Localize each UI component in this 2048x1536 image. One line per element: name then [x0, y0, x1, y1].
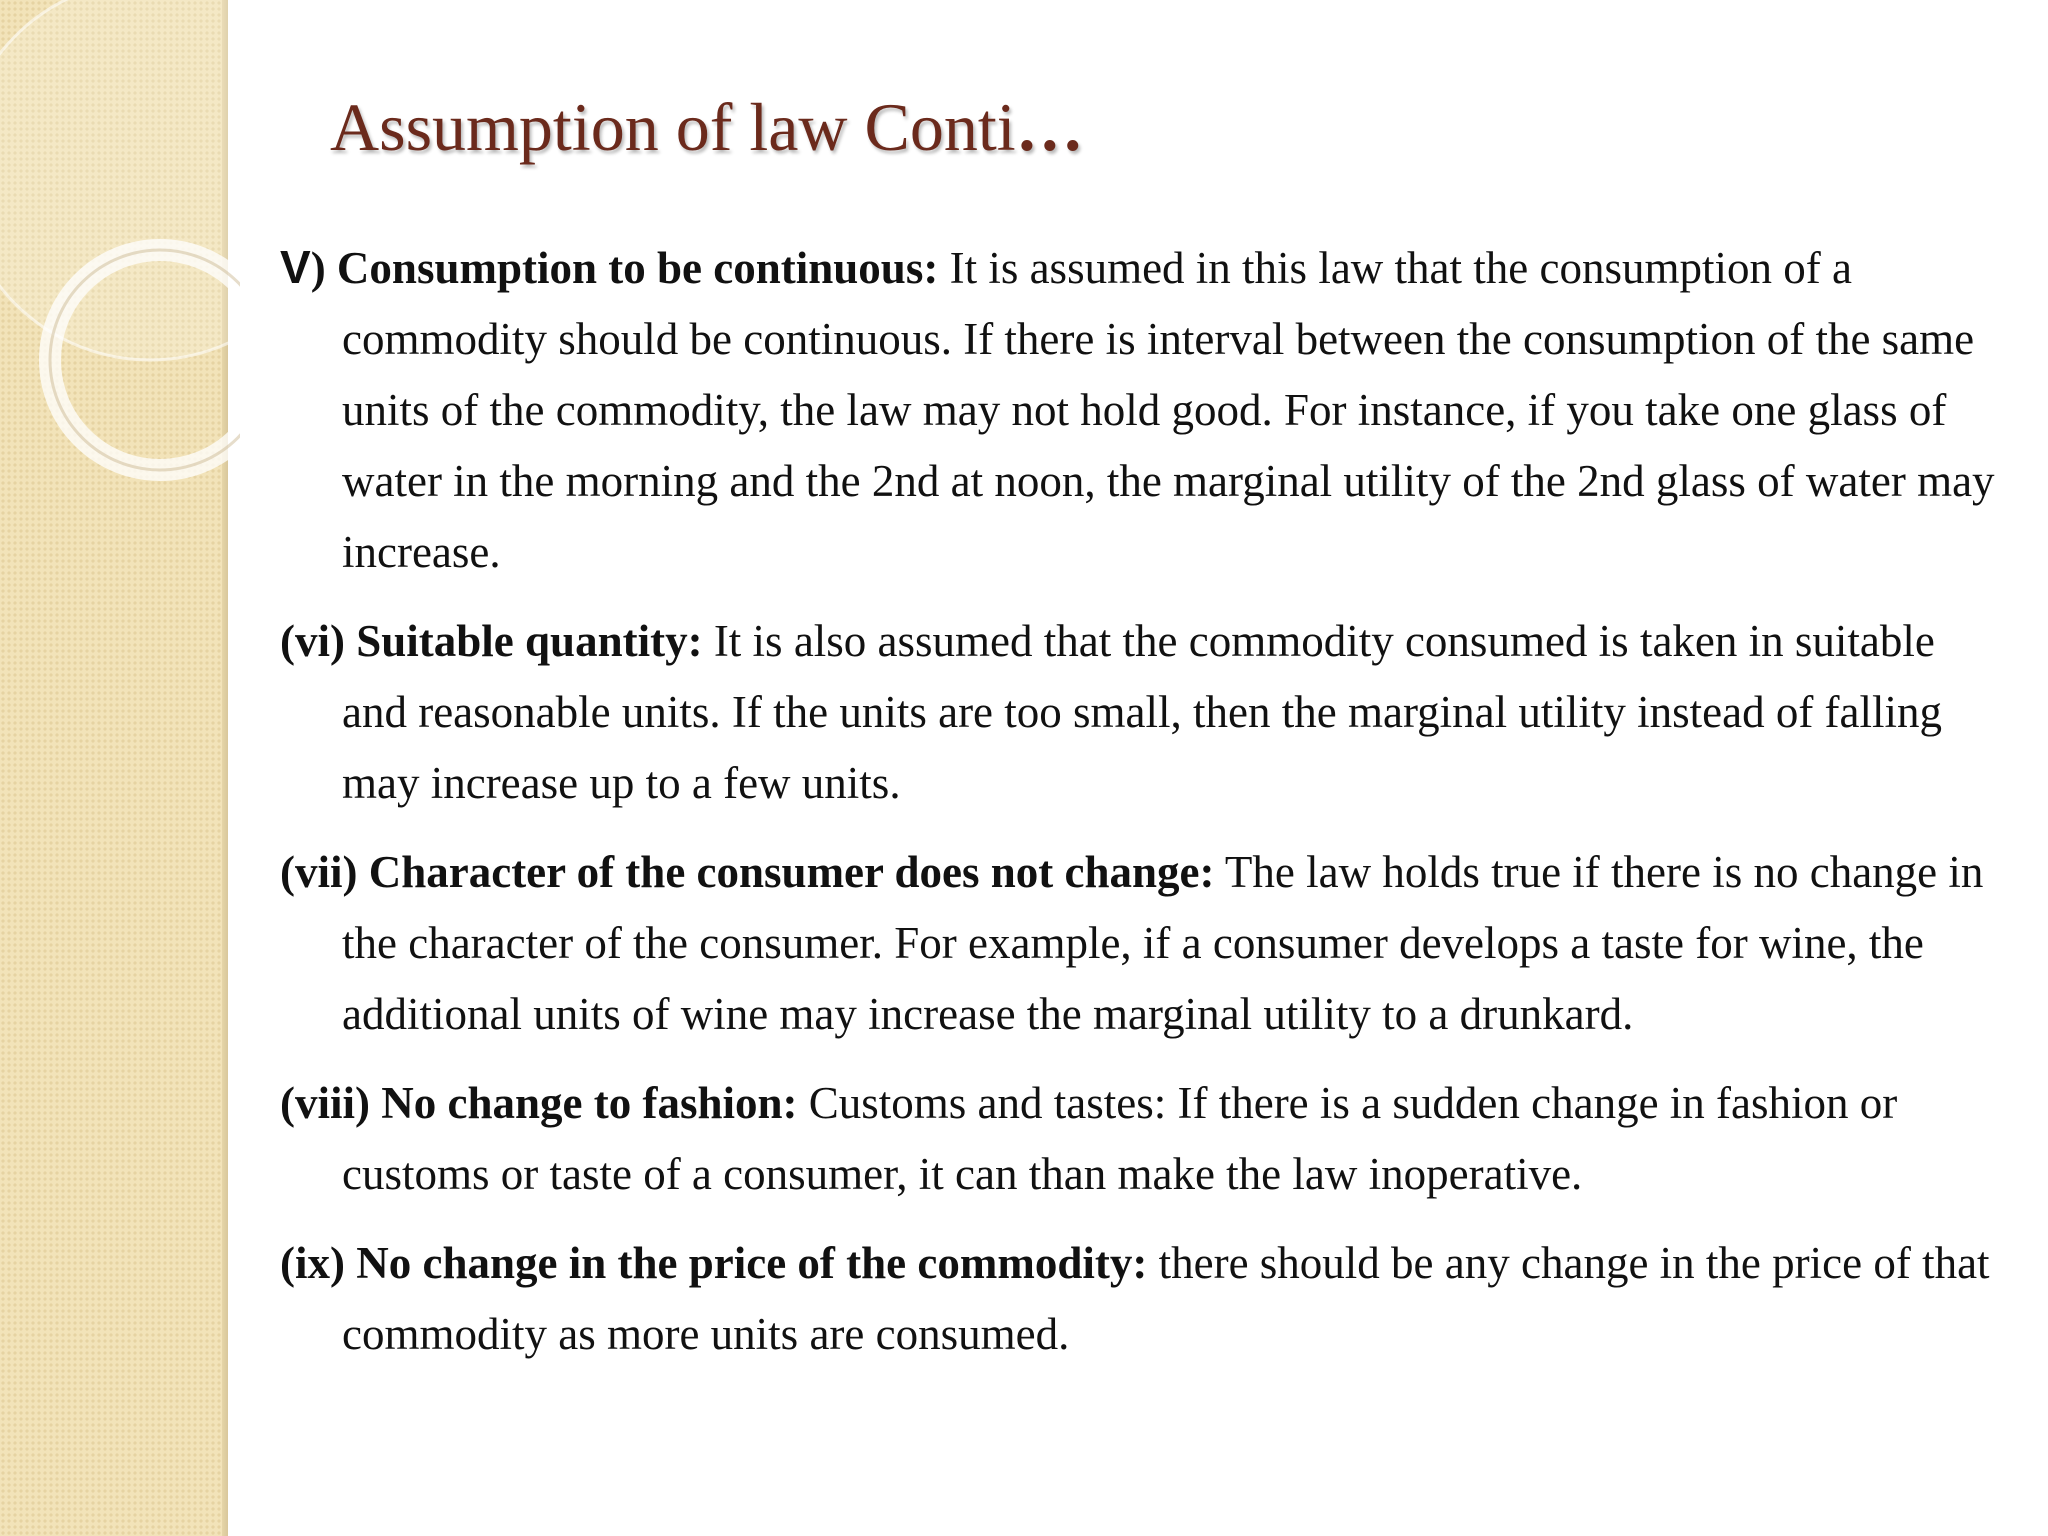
slide-title: [330, 88, 1084, 167]
item-marker: V: [280, 241, 311, 293]
item-text: Customs and tastes: If there is a sudden change in fashion or customs or taste of a consumer, it can than make the law inoperative.: [342, 1078, 1898, 1199]
item-heading: (ix) No change in the price of the commodity:: [280, 1238, 1148, 1288]
slide-body: [280, 232, 2000, 1388]
assumption-item-ix: [280, 1228, 2000, 1370]
item-heading: (viii) No change to fashion:: [280, 1078, 798, 1128]
title-text: Assumption of law Conti: [330, 89, 1016, 165]
assumption-item-v: [280, 232, 2000, 588]
assumption-item-viii: [280, 1068, 2000, 1210]
item-text: there should be any change in the price of that commodity as more units are consumed.: [342, 1238, 1990, 1359]
item-heading: ) Consumption to be continuous:: [310, 243, 939, 293]
assumption-item-vi: [280, 606, 2000, 819]
title-ellipsis: …: [1015, 89, 1084, 165]
item-text: It is also assumed that the commodity consumed is taken in suitable and reasonable units. If the units are too small, then the marginal utility instead of falling may increase up to a few units.: [342, 616, 1943, 808]
assumption-item-vii: [280, 837, 2000, 1050]
item-text: The law holds true if there is no change in the character of the consumer. For example, if a consumer develops a taste for wine, the additional units of wine may increase the marginal utility to a drunkard.: [342, 847, 1984, 1039]
item-text: It is assumed in this law that the consumption of a commodity should be continuous. If there is interval between the consumption of the same units of the commodity, the law may not hold good. For instance, if you take one glass of water in the morning and the 2nd at noon, the marginal utility of the 2nd glass of water may increase.: [342, 243, 1995, 577]
decorative-rings: [0, 0, 240, 520]
item-heading: (vi) Suitable quantity:: [280, 616, 703, 666]
item-heading: (vii) Character of the consumer does not change:: [280, 847, 1215, 897]
